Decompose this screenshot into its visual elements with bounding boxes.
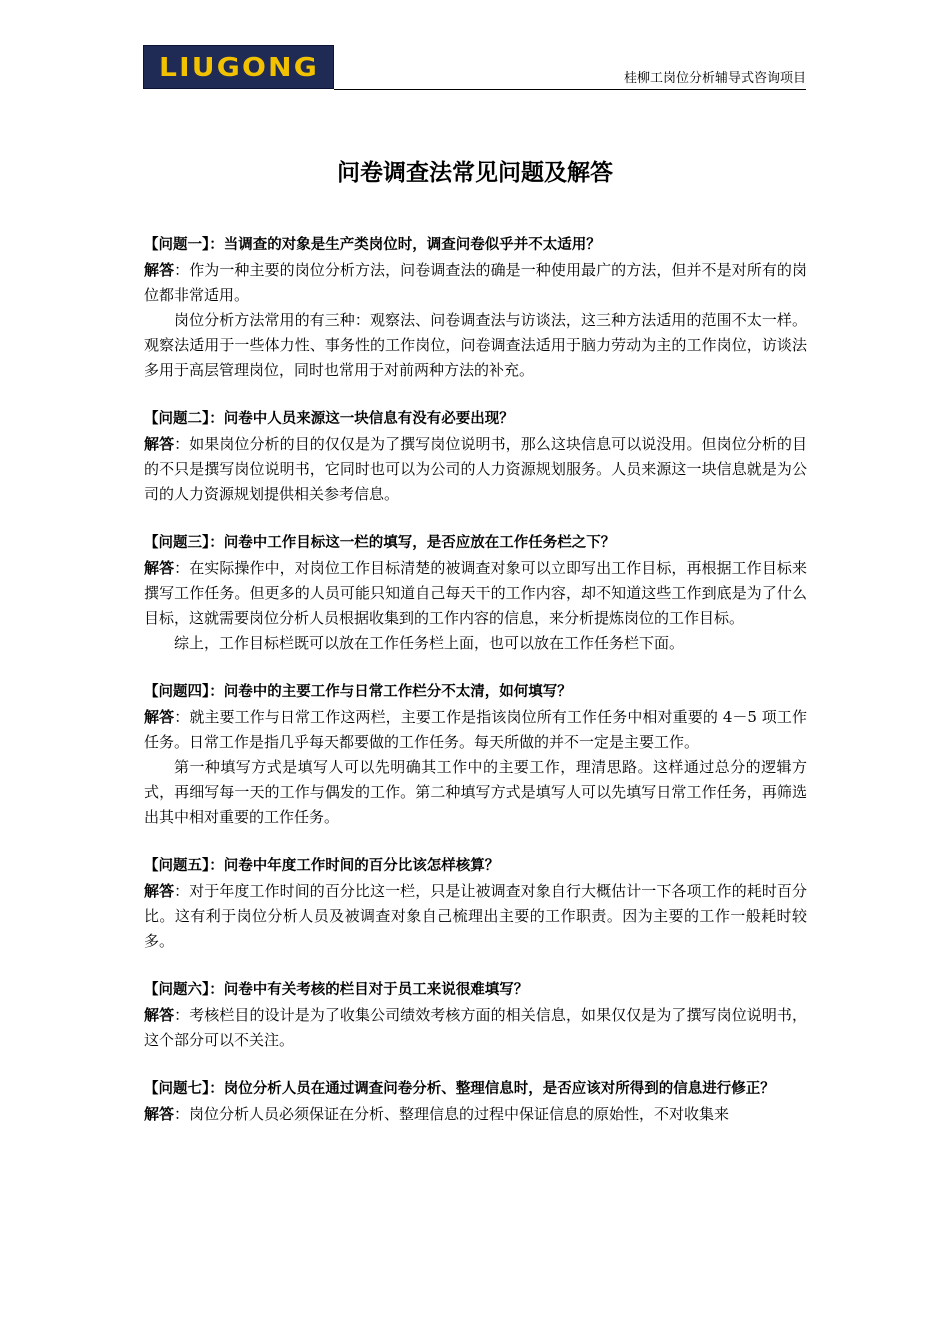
answer-label: 解答 — [144, 1006, 175, 1024]
qa-item — [144, 407, 807, 507]
answer-text: ：对于年度工作时间的百分比这一栏，只是让被调查对象自行大概估计一下各项工作的耗时百分比。这有利于岗位分析人员及被调查对象自己梳理出主要的工作职责。因为主要的工作一般耗时较多。 — [144, 882, 807, 950]
qa-item — [144, 680, 807, 830]
answer-text: ：就主要工作与日常工作这两栏，主要工作是指该岗位所有工作任务中相对重要的 4－5 项工作任务。日常工作是指几乎每天都要做的工作任务。每天所做的并不一定是主要工作。 — [144, 708, 807, 751]
question: 【问题二】：问卷中人员来源这一块信息有没有必要出现？ — [144, 411, 514, 427]
header-rule — [334, 89, 806, 90]
answer — [144, 258, 807, 308]
answer — [144, 1003, 807, 1053]
qa-item — [144, 978, 807, 1053]
qa-item — [144, 1077, 807, 1127]
answer-paragraph: 岗位分析方法常用的有三种：观察法、问卷调查法与访谈法，这三种方法适用的范围不太一样。观察法适用于一些体力性、事务性的工作岗位，问卷调查法适用于脑力劳动为主的工作岗位，访谈法多用于高层管理岗位，同时也常用于对前两种方法的补充。 — [144, 311, 807, 379]
answer-label: 解答 — [144, 882, 175, 900]
project-name: 桂柳工岗位分析辅导式咨询项目 — [623, 71, 806, 86]
answer-label: 解答 — [144, 435, 175, 453]
answer-text: ：如果岗位分析的目的仅仅是为了撰写岗位说明书，那么这块信息可以说没用。但岗位分析的目的不只是撰写岗位说明书，它同时也可以为公司的人力资源规划服务。人员来源这一块信息就是为公司的人力资源规划提供相关参考信息。 — [144, 435, 807, 503]
question: 【问题三】：问卷中工作目标这一栏的填写，是否应放在工作任务栏之下？ — [144, 535, 616, 551]
answer-label: 解答 — [144, 708, 175, 726]
answer-label: 解答 — [144, 1105, 175, 1123]
answer — [144, 1102, 807, 1127]
answer-text: ：岗位分析人员必须保证在分析、整理信息的过程中保证信息的原始性，不对收集来 — [174, 1105, 730, 1123]
answer-label: 解答 — [144, 559, 175, 577]
answer-paragraph: 综上，工作目标栏既可以放在工作任务栏上面，也可以放在工作任务栏下面。 — [174, 634, 685, 652]
answer — [144, 556, 807, 631]
qa-list — [144, 233, 807, 1151]
answer — [144, 705, 807, 755]
question: 【问题七】：岗位分析人员在通过调查问卷分析、整理信息时，是否应该对所得到的信息进行修正？ — [144, 1081, 775, 1097]
question: 【问题一】：当调查的对象是生产类岗位时，调查问卷似乎并不太适用？ — [144, 237, 601, 253]
qa-item — [144, 531, 807, 656]
logo-text: LIUGONG — [158, 53, 319, 82]
question: 【问题五】：问卷中年度工作时间的百分比该怎样核算？ — [144, 858, 500, 874]
answer-text: ：在实际操作中，对岗位工作目标清楚的被调查对象可以立即写出工作目标，再根据工作目标来撰写工作任务。但更多的人员可能只知道自己每天干的工作内容，却不知道这些工作到底是为了什么目标，这就需要岗位分析人员根据收集到的工作内容的信息，来分析提炼岗位的工作目标。 — [144, 559, 807, 627]
question: 【问题六】：问卷中有关考核的栏目对于员工来说很难填写？ — [144, 982, 529, 998]
question: 【问题四】：问卷中的主要工作与日常工作栏分不太清，如何填写？ — [144, 684, 572, 700]
page-header — [143, 45, 806, 90]
logo-wordmark — [154, 52, 324, 82]
answer-text: ：作为一种主要的岗位分析方法，问卷调查法的确是一种使用最广的方法，但并不是对所有的岗位都非常适用。 — [144, 261, 807, 304]
liugong-logo — [143, 45, 334, 89]
answer-paragraph: 第一种填写方式是填写人可以先明确其工作中的主要工作，理清思路。这样通过总分的逻辑方式，再细写每一天的工作与偶发的工作。第二种填写方式是填写人可以先填写日常工作任务，再筛选出其中相对重要的工作任务。 — [144, 758, 807, 826]
page-title: 问卷调查法常见问题及解答 — [337, 160, 613, 186]
answer — [144, 879, 807, 954]
answer — [144, 432, 807, 507]
answer-text: ：考核栏目的设计是为了收集公司绩效考核方面的相关信息，如果仅仅是为了撰写岗位说明书，这个部分可以不关注。 — [144, 1006, 807, 1049]
qa-item — [144, 854, 807, 954]
answer-label: 解答 — [144, 261, 175, 279]
qa-item — [144, 233, 807, 383]
